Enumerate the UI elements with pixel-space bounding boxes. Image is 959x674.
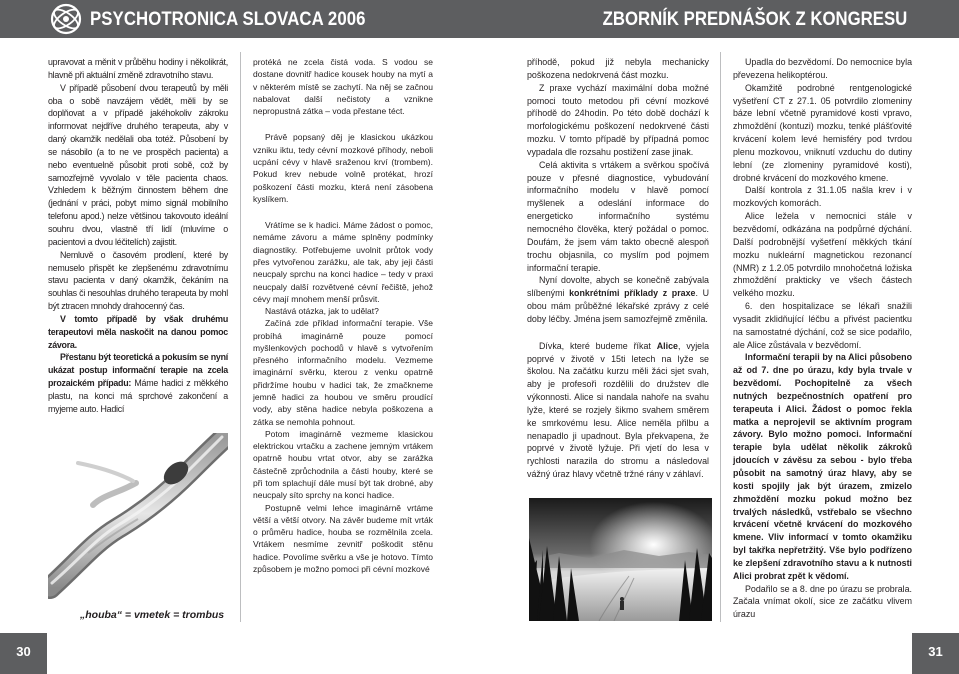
paragraph: Právě popsaný děj je klasickou ukázkou vzniku iktu, tedy cévní mozkové příhody, neboli ucpání cévy v hlavě sraženou krví (trombem). Pokud krev nebude volně protékat, hrozí poškození části mozku, která není zásobena kyslíkem. [253,132,433,204]
paragraph: upravovat a měnit v průběhu hodiny i několikrát, hlavně při aktuální změně zdravotního stavu. [48,57,228,80]
paragraph: Začíná zde příklad informační terapie. Vše probíhá imaginárně pouze pomocí myšlenkových pochodů v hlavě s vytvořením přesného informačního modelu. Vezmeme imaginární svěrku, kterou z venku opatrně přidržíme houbu v hadici tak, že zmačkneme jemně hadici za houbou ve směru proudící vody, aby stěna hadice nebyla poškozena a zátka se nemohla pohnout. [253,318,433,427]
text: , vyjela poprvé v životě v 15ti letech na lyže se školou. Na začátku kurzu měli žáci sjet svah, aby je profesoři rozdělili do družstev dle výkonnosti. Alice si nandala nahoře na svahu lyže, které se rozjely šikmo svahem směrem ke smrkovému lesu. Alice neměla přilbu a nenapadlo ji upadnout. Byla překvapena, že poprvé v životě lyžuje. Při vjetí do lesa v rychlosti narazila do stromu a následoval vážný úraz hlavy včetně tržné rány v záhlaví. [527,340,710,480]
page-number-left-tab [0,633,47,674]
logo-icon [48,1,84,37]
page-number-right-tab [912,633,959,674]
paragraph: Postupně velmi lehce imaginárně vrtáme větší a větší otvory. Na závěr budeme mít vrták o průměru hadice, houba se rozmělnila zcela. Vrtákem nesmíme zevnitř poškodit stěnu hadice. Povolíme svěrku a vše je hotovo. Tímto způsobem je možno pomoci při cévní mozkové [253,502,433,574]
hose-sponge-illustration [48,433,228,608]
paragraph [48,351,228,415]
column-4 [733,56,912,621]
column-divider-right [720,52,721,622]
paragraph: Podařilo se a 8. dne po úrazu se probrala. Začala vnímat okolí, sice ze začátku vlivem úrazu [733,583,912,620]
paragraph-bold: V tomto případě by však druhému terapeutovi měla naskočit na danou pomoc závora. [48,313,228,350]
paragraph [527,274,709,325]
paragraph [527,340,709,481]
header-title-right: ZBORNÍK PREDNÁŠOK Z KONGRESU [602,8,907,30]
header-title-left: PSYCHOTRONICA SLOVACA 2006 [90,8,366,30]
column-1 [48,56,228,416]
paragraph: V případě působení dvou terapeutů by měli oba o sobě navzájem vědět, měli by se doplňovat a v případě jakéhokoliv zákroku informovat nejdříve druhého terapeuta, aby v daný okamžik nedělali oba totéž. Působení by se násobilo (a to ne ve prospěch pacienta) a nebo eventuelně působit proti sobě, což by samozřejmě vyvolalo v těle pacienta chaos. Vzhledem k běžným činnostem během dne (jednání v práci, pobyt mimo signál mobilního telefonu apod.) nelze většinou takovouto ideální souhru dvou, vlastně tří lidí (mluvíme o pacientovi a dvou léčitelích) zajistit. [48,82,228,247]
paragraph: Upadla do bezvědomí. Do nemocnice byla převezena helikoptérou. [733,57,912,80]
paragraph: Nastává otázka, jak to udělat? [265,306,379,317]
text: Máme hadici z měkkého plastu, na konci má sprchové zakončení a myjeme auto. Hadicí [48,378,229,414]
figure-caption: „houba“ = vmetek = trombus [80,609,225,621]
paragraph: Celá aktivita s vrtákem a svěrkou spočívá pouze v přesné diagnostice, vybudování informačního modelu v hlavě pomocí myšlenek a odeslání informace do energeticko informačního systému nemocného člověka, který požádal o pomoc. Doufám, že jsem vám takto obecně alespoň trochu objasnila, co myslím pod pojmem informační terapie. [527,159,709,273]
paragraph: Z praxe vychází maximální doba možné pomoci touto metodou při cévní mozkové příhodě do 24hodin. Po této době dochází k morfologickému poškození nedokrvené části mozku. V tomto případě by případná pomoc vypadala dle rozsahu postižení zase jinak. [527,82,709,157]
paragraph-bold: Informační terapii by na Alici působeno až od 7. dne po úrazu, kdy byla trvale v bezvědomí. Pochopitelně za všech nutných bezpečnostních opatření pro terapeuta i Alici. Žádost o pomoc řekla matka a neprojevil se aktivním program závory. Bylo možno pomoci. Informační terapie byla udělat několik zákroků jdoucích v závěsu za sebou - bylo třeba působit na samotný úraz hlavy, aby se kosti spojily jak být úrazem, zmizelo zhmoždění mozku pokud možno bez trvalých následků, vstřebalo se všechno krvácení včetně krvácení do mozkového kmene. Vliv informací v tomto okamžiku byl takřka nepřetržitý. Vše bylo podřízeno ke zlepšení zdravotního stavu a k nutnosti Alici probrat zpět k vědomí. [733,352,912,581]
column-2 [253,56,433,575]
paragraph: Vrátíme se k hadici. Máme žádost o pomoc, nemáme závoru a máme splněny podmínky diagnostiky. Potřebujeme uvolnit průtok vody přes vytvořenou zarážku, ale tak, aby jeji části neucpaly sprchu na konci hadice – tedy v praxi neucpaly další rozvětvené cévní řečiště, jehož cévy mají mnohem menší průsvit. [253,220,433,304]
paragraph: protéká ne zcela čistá voda. S vodou se dostane dovnitř hadice kousek houby na mytí a v některém místě se zachytí. Na něj se začnou nabalovat další nečistoty a vznikne nepropustná zátka – voda přestane téct. [253,57,433,117]
ski-slope-photo [529,498,712,621]
text: Dívka, které budeme říkat [539,340,657,351]
text: . U obou mám průběžné lékařské zprávy z celé doby léčby. Jména jsem samozřejmě změnila. [527,288,710,324]
page-number-left: 30 [16,644,31,659]
paragraph: Další kontrola z 31.1.05 našla krev i v mozkových komorách. [733,185,912,209]
paragraph: příhodě, pokud již nebyla mechanicky poškozena nedokrvená část mozku. [527,57,709,80]
column-3 [527,56,709,481]
page-number-right: 31 [928,644,943,659]
column-divider-left [240,52,241,622]
paragraph: Okamžitě podrobné rentgenologické vyšetření CT z 27.1. 05 potvrdilo zlomeniny báze lební včetně pyramidové kosti vpravo, zhmoždění (kontuzi) mozku, tenké plášťovité krvácení kolem levé hemisféry pod tvrdou plenu mozkovou, vniknutí vzduchu do dutiny lební (ze zlomeniny pyramidové kosti), drobné krvácení do mozkového kmene. [733,82,912,183]
bold-text: Přestanu být teoretická a pokusím se nyní ukázat postup informační terapie na zcela prozaickém případu: [48,352,228,389]
text: Nyní dovolte, abych se konečně zabývala slíbenými [527,275,709,299]
paragraph: Nemluvě o časovém prodlení, které by nemuselo přispět ke zlepšenému zdravotnímu stavu pacienta v daný okamžik, čekáním na souhlas či nesouhlas druhého terapeuta by mohl být ztracen mnohdy drahocenný čas. [48,249,228,312]
header-bar [0,0,959,38]
bold-text: konkrétními příklady z praxe [569,288,696,299]
bold-text: Alice [656,340,678,351]
paragraph: 6. den hospitalizace se lékaři snažili vysadit zklidňující léčbu a přivést pacientku na samostatné dýchání, což se sice podařilo, ale Alice zůstávala v bezvědomí. [733,301,912,350]
paragraph: Alice ležela v nemocnici stále v bezvědomí, odkázána na podpůrné dýchání. Další podrobnější vyšetření měkkých tkání mozku nukleární magnetickou rezonancí (NMR) z 1.2.05 potvrdilo mnohočetná ložiska zhmoždění prakticky ve všech částech velkého mozku. [733,211,912,299]
paragraph: Potom imaginárně vezmeme klasickou elektrickou vrtačku a zachene jemným vrtákem opatrně houbu vrtat otvor, aby se zarážka částečně zprůchodnila a části houby, které se při tom splachují dále musí být tak drobné, aby neucpaly síto sprchy na konci hadice. [253,428,433,501]
